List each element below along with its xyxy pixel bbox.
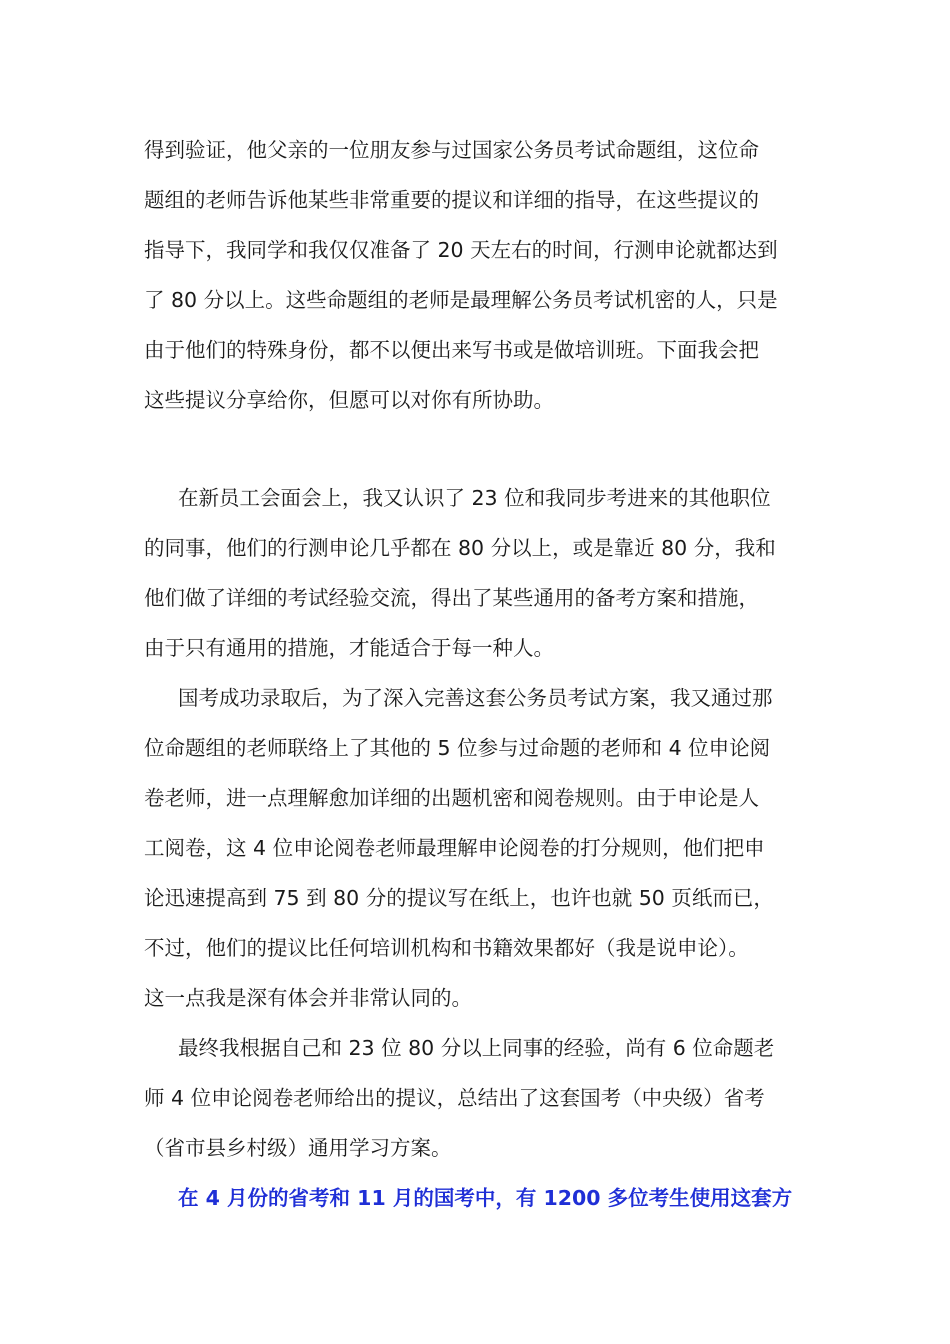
paragraph-1-line-5: 由于他们的特殊身份，都不以便出来写书或是做培训班。下面我会把: [144, 338, 759, 362]
paragraph-2-line-1: 在新员工会面会上，我又认识了 23 位和我同步考进来的其他职位: [178, 486, 771, 510]
paragraph-1-line-6: 这些提议分享给你，但愿可以对你有所协助。: [144, 388, 554, 412]
highlighted-paragraph-line-1: 在 4 月份的省考和 11 月的国考中，有 1200 多位考生使用这套方: [178, 1186, 793, 1210]
paragraph-1-line-4: 了 80 分以上。这些命题组的老师是最理解公务员考试机密的人，只是: [144, 288, 778, 312]
paragraph-1-line-3: 指导下，我同学和我仅仅准备了 20 天左右的时间，行测申论就都达到: [144, 238, 778, 262]
paragraph-3-line-3: 卷老师，进一点理解愈加详细的出题机密和阅卷规则。由于申论是人: [144, 786, 759, 810]
paragraph-2-line-2: 的同事，他们的行测申论几乎都在 80 分以上，或是靠近 80 分，我和: [144, 536, 776, 560]
paragraph-4-line-1: 最终我根据自己和 23 位 80 分以上同事的经验，尚有 6 位命题老: [178, 1036, 775, 1060]
paragraph-4-line-3: （省市县乡村级）通用学习方案。: [144, 1136, 452, 1160]
paragraph-3-line-2: 位命题组的老师联络上了其他的 5 位参与过命题的老师和 4 位申论阅: [144, 736, 771, 760]
paragraph-2-line-3: 他们做了详细的考试经验交流，得出了某些通用的备考方案和措施，: [144, 586, 759, 610]
paragraph-1-line-1: 得到验证，他父亲的一位朋友参与过国家公务员考试命题组，这位命: [144, 138, 759, 162]
paragraph-3-line-7: 这一点我是深有体会并非常认同的。: [144, 986, 472, 1010]
paragraph-1-line-2: 题组的老师告诉他某些非常重要的提议和详细的指导，在这些提议的: [144, 188, 759, 212]
paragraph-4-line-2: 师 4 位申论阅卷老师给出的提议，总结出了这套国考（中央级）省考: [144, 1086, 765, 1110]
paragraph-3-line-5: 论迅速提高到 75 到 80 分的提议写在纸上，也许也就 50 页纸而已，: [144, 886, 774, 910]
paragraph-3-line-4: 工阅卷，这 4 位申论阅卷老师最理解申论阅卷的打分规则，他们把申: [144, 836, 765, 860]
paragraph-3-line-1: 国考成功录取后，为了深入完善这套公务员考试方案，我又通过那: [178, 686, 773, 710]
paragraph-2-line-4: 由于只有通用的措施，才能适合于每一种人。: [144, 636, 554, 660]
paragraph-3-line-6: 不过，他们的提议比任何培训机构和书籍效果都好（我是说申论）。: [144, 936, 749, 960]
